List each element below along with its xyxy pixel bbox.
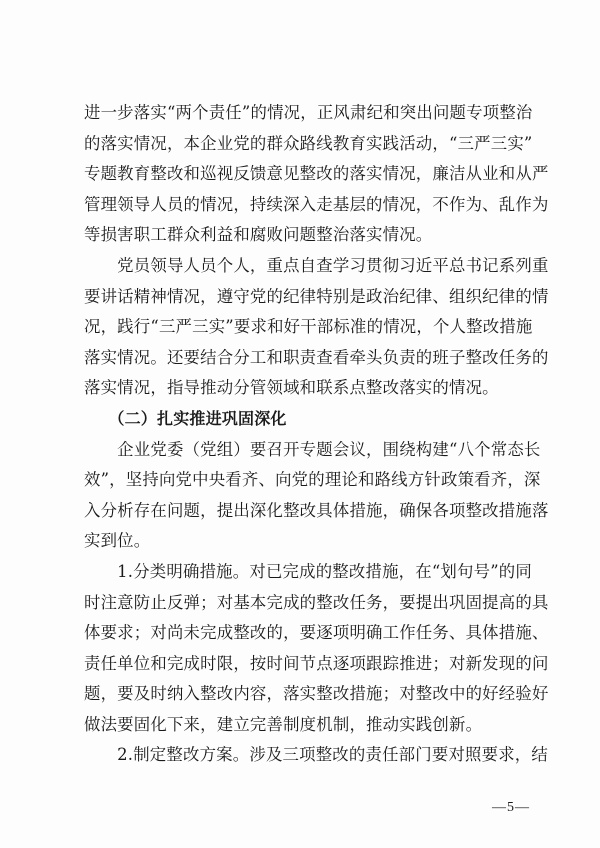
text-line: 实到位。 [84, 531, 151, 551]
text-line: 要讲话精神情况，遵守党的纪律特别是政治纪律、组织纪律的情 [84, 286, 549, 306]
text-line: 况，践行“三严三实”要求和好干部标准的情况，个人整改措施 [84, 317, 533, 337]
paragraph [84, 435, 549, 557]
heading-text: （二）扎实推进巩固深化 [84, 408, 287, 428]
paragraph [84, 740, 548, 771]
text-line: 时注意防止反弹；对基本完成的整改任务，要提出巩固提高的具 [84, 592, 549, 612]
section-heading [84, 404, 516, 435]
text-line: 题，要及时纳入整改内容，落实整改措施；对整改中的好经验好 [84, 684, 549, 704]
text-line: 落实情况。还要结合分工和职责查看牵头负责的班子整改任务的 [84, 347, 549, 367]
text-line: 效”，坚持向党中央看齐、向党的理论和路线方针政策看齐，深 [84, 470, 541, 490]
text-line: 责任单位和完成时限，按时间节点逐项跟踪推进；对新发现的问 [84, 653, 549, 673]
text-line: 的落实情况，本企业党的群众路线教育实践活动，“三严三实” [84, 133, 533, 153]
document-body [84, 98, 549, 771]
text-line: 进一步落实“两个责任”的情况，正风肃纪和突出问题专项整治 [84, 103, 533, 122]
text-line: 入分析存在问题，提出深化整改具体措施，确保各项整改措施落 [84, 500, 549, 520]
text-line: 做法要固化下来，建立完善制度机制，推动实践创新。 [84, 714, 483, 734]
paragraph [84, 98, 549, 251]
text-line: 等损害职工群众利益和腐败问题整治落实情况。 [84, 225, 433, 245]
text-line: 体要求；对尚未完成整改的，要逐项明确工作任务、具体措施、 [84, 623, 549, 643]
text-line: 企业党委（党组）要召开专题会议，围绕构建“八个常态长 [84, 439, 541, 459]
paragraph [84, 557, 549, 741]
text-line: 管理领导人员的情况，持续深入走基层的情况，不作为、乱作为 [84, 194, 549, 214]
text-line: 1.分类明确措施。对已完成的整改措施，在“划句号”的同 [84, 561, 532, 581]
text-line: 专题教育整改和巡视反馈意见整改的落实情况，廉洁从业和从严 [84, 164, 549, 184]
paragraph [84, 251, 549, 404]
text-line: 党员领导人员个人，重点自查学习贯彻习近平总书记系列重 [84, 255, 549, 275]
page-number: —5— [492, 800, 530, 815]
text-line: 落实情况，指导推动分管领域和联系点整改落实的情况。 [84, 378, 499, 398]
text-line: 2.制定整改方案。涉及三项整改的责任部门要对照要求，结 [84, 745, 548, 765]
